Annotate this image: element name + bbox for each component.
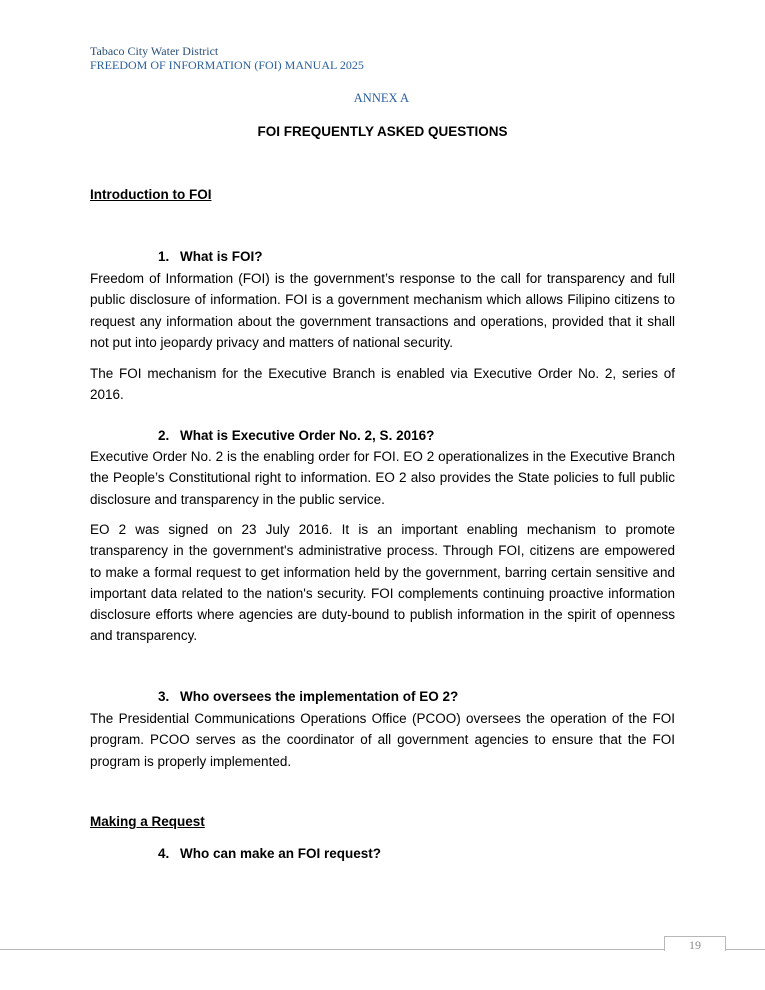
section-heading-making-request: Making a Request (90, 814, 205, 829)
annex-label (0, 91, 765, 106)
question-heading-2 (158, 428, 434, 443)
answer-paragraph: Freedom of Information (FOI) is the government’s response to the call for transparency and full public disclosure of information. FOI is a government mechanism which allows Filipino citizens to request any information about the government transactions and operations, provided that it shall not put into jeopardy privacy and matters of national security. (90, 271, 675, 350)
answer-paragraph: The FOI mechanism for the Executive Branch is enabled via Executive Order No. 2, series of 2016. (90, 366, 675, 403)
question-number: 2. (158, 428, 170, 443)
manual-title: FREEDOM OF INFORMATION (FOI) MANUAL 2025 (90, 58, 364, 72)
question-text: Who can make an FOI request? (180, 846, 382, 861)
question-heading-3 (158, 689, 458, 704)
question-number: 1. (158, 249, 170, 264)
question-heading-1 (158, 249, 263, 264)
annex-text: ANNEX A (353, 91, 409, 105)
page-title: FOI FREQUENTLY ASKED QUESTIONS (257, 124, 508, 139)
question-text: Who oversees the implementation of EO 2? (180, 689, 459, 704)
question-number: 4. (158, 846, 170, 861)
footer-divider (0, 949, 765, 950)
section-heading-intro: Introduction to FOI (90, 187, 212, 202)
answer-paragraph: EO 2 was signed on 23 July 2016. It is an important enabling mechanism to promote transparency in the government's administrative process. Through FOI, citizens are empowered to make a formal request to get information held by the government, barring certain sensitive and important data related to the nation's security. FOI complements continuing proactive information disclosure efforts where agencies are duty-bound to publish information in the spirit of openness and transparency. (90, 522, 675, 644)
question-number: 3. (158, 689, 170, 704)
page-number: 19 (664, 936, 726, 951)
answer-paragraph: The Presidential Communications Operations Office (PCOO) oversees the operation of the FOI program. PCOO serves as the coordinator of all government agencies to ensure that the FOI program is properly implemented. (90, 711, 675, 769)
document-header (90, 44, 364, 73)
question-heading-4 (158, 846, 381, 861)
organization-name: Tabaco City Water District (90, 44, 219, 58)
answer-paragraph: Executive Order No. 2 is the enabling order for FOI. EO 2 operationalizes in the Executive Branch the People’s Constitutional right to information. EO 2 also provides the State policies to full public disclosure and transparency in the public service. (90, 449, 675, 507)
question-text: What is Executive Order No. 2, S. 2016? (180, 428, 435, 443)
question-text: What is FOI? (180, 249, 263, 264)
